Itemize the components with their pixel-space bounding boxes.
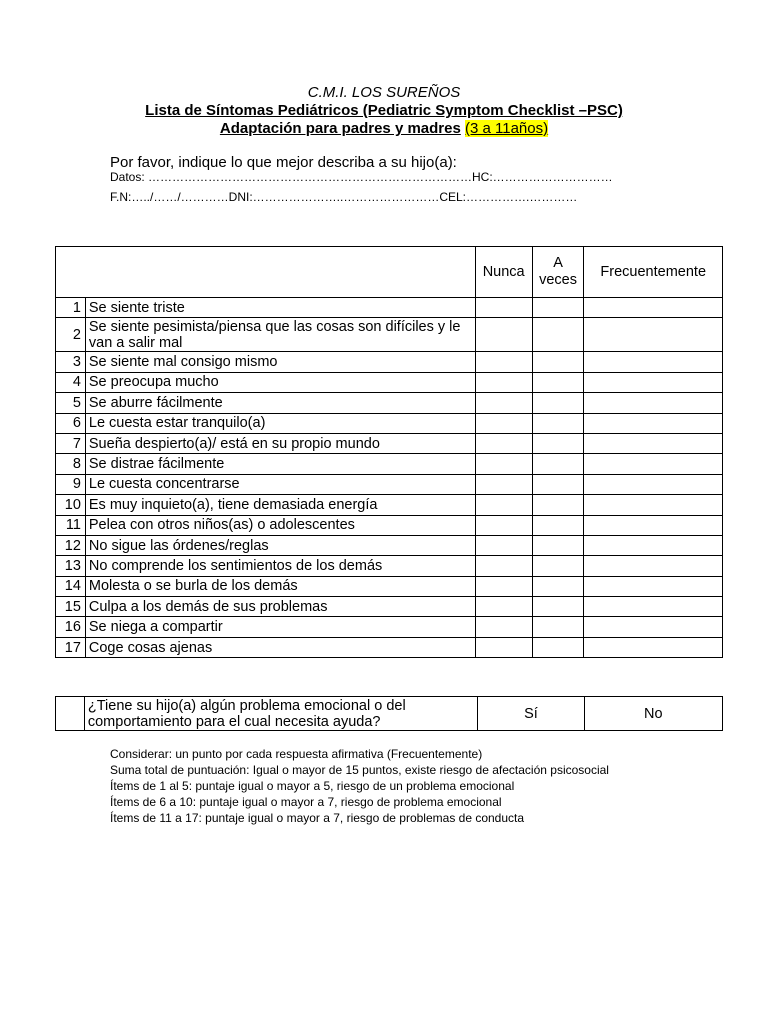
answer-aveces-cell[interactable] xyxy=(532,393,584,413)
item-text: Se aburre fácilmente xyxy=(85,393,475,413)
help-question-text: ¿Tiene su hijo(a) algún problema emocional o del comportamiento para el cual necesita ayuda? xyxy=(84,697,477,731)
answer-nunca-cell[interactable] xyxy=(475,372,532,392)
item-text: Se siente pesimista/piensa que las cosas son difíciles y le van a salir mal xyxy=(85,318,475,352)
col-frecuentemente-header: Frecuentemente xyxy=(584,247,723,298)
answer-frecuentemente-cell[interactable] xyxy=(584,433,723,453)
note-line: Ítems de 6 a 10: puntaje igual o mayor a 7, riesgo de problema emocional xyxy=(110,795,502,809)
answer-frecuentemente-cell[interactable] xyxy=(584,535,723,555)
answer-nunca-cell[interactable] xyxy=(475,352,532,372)
answer-nunca-cell[interactable] xyxy=(475,597,532,617)
item-number: 4 xyxy=(56,372,86,392)
answer-frecuentemente-cell[interactable] xyxy=(584,393,723,413)
item-number: 8 xyxy=(56,454,86,474)
answer-no-cell[interactable]: No xyxy=(584,697,722,731)
answer-frecuentemente-cell[interactable] xyxy=(584,597,723,617)
note-line: Considerar: un punto por cada respuesta afirmativa (Frecuentemente) xyxy=(110,747,483,761)
answer-nunca-cell[interactable] xyxy=(475,617,532,637)
answer-aveces-cell[interactable] xyxy=(532,515,584,535)
answer-nunca-cell[interactable] xyxy=(475,637,532,657)
answer-aveces-cell[interactable] xyxy=(532,597,584,617)
table-row xyxy=(56,433,723,453)
item-text: Pelea con otros niños(as) o adolescentes xyxy=(85,515,475,535)
table-header-row xyxy=(56,247,723,298)
answer-aveces-cell[interactable] xyxy=(532,576,584,596)
answer-nunca-cell[interactable] xyxy=(475,535,532,555)
table-row xyxy=(56,637,723,657)
answer-nunca-cell[interactable] xyxy=(475,495,532,515)
answer-yes-cell[interactable]: Sí xyxy=(478,697,584,731)
item-number: 7 xyxy=(56,433,86,453)
answer-frecuentemente-cell[interactable] xyxy=(584,413,723,433)
table-row xyxy=(56,556,723,576)
question-blank-cell xyxy=(56,697,85,731)
document-subtitle xyxy=(0,120,768,137)
table-row xyxy=(56,298,723,318)
answer-frecuentemente-cell[interactable] xyxy=(584,495,723,515)
answer-nunca-cell[interactable] xyxy=(475,393,532,413)
item-text: Se preocupa mucho xyxy=(85,372,475,392)
answer-nunca-cell[interactable] xyxy=(475,454,532,474)
answer-nunca-cell[interactable] xyxy=(475,318,532,352)
col-aveces-header xyxy=(532,247,584,298)
item-number: 1 xyxy=(56,298,86,318)
table-row xyxy=(56,393,723,413)
instruction-prompt: Por favor, indique lo que mejor describa a su hijo(a): xyxy=(110,154,457,171)
scoring-notes xyxy=(110,746,609,826)
item-number: 2 xyxy=(56,318,86,352)
answer-frecuentemente-cell[interactable] xyxy=(584,576,723,596)
item-text: Le cuesta estar tranquilo(a) xyxy=(85,413,475,433)
item-text: Culpa a los demás de sus problemas xyxy=(85,597,475,617)
table-row xyxy=(56,318,723,352)
fn-dni-cel-field-line[interactable]: F.N:…../……/…………DNI:…………………..……………………CEL:…………….………… xyxy=(110,190,578,204)
item-text: Coge cosas ajenas xyxy=(85,637,475,657)
center-name: C.M.I. LOS SUREÑOS xyxy=(307,84,461,101)
answer-frecuentemente-cell[interactable] xyxy=(584,318,723,352)
item-number: 13 xyxy=(56,556,86,576)
answer-frecuentemente-cell[interactable] xyxy=(584,372,723,392)
item-number: 11 xyxy=(56,515,86,535)
table-row xyxy=(56,474,723,494)
answer-frecuentemente-cell[interactable] xyxy=(584,556,723,576)
datos-field-line[interactable]: Datos: ………………………………………………………………………HC:………………………… xyxy=(110,170,613,184)
item-text: No sigue las órdenes/reglas xyxy=(85,535,475,555)
answer-nunca-cell[interactable] xyxy=(475,556,532,576)
answer-aveces-cell[interactable] xyxy=(532,372,584,392)
table-row xyxy=(56,495,723,515)
item-number: 15 xyxy=(56,597,86,617)
item-text: Molesta o se burla de los demás xyxy=(85,576,475,596)
answer-nunca-cell[interactable] xyxy=(475,515,532,535)
answer-nunca-cell[interactable] xyxy=(475,413,532,433)
answer-frecuentemente-cell[interactable] xyxy=(584,352,723,372)
table-row xyxy=(56,515,723,535)
answer-aveces-cell[interactable] xyxy=(532,617,584,637)
col-aveces-line2: veces xyxy=(539,272,577,288)
item-text: No comprende los sentimientos de los demás xyxy=(85,556,475,576)
answer-aveces-cell[interactable] xyxy=(532,413,584,433)
help-question-table xyxy=(55,696,723,731)
note-line: Ítems de 1 al 5: puntaje igual o mayor a 5, riesgo de un problema emocional xyxy=(110,779,515,793)
item-number: 5 xyxy=(56,393,86,413)
answer-aveces-cell[interactable] xyxy=(532,637,584,657)
answer-aveces-cell[interactable] xyxy=(532,454,584,474)
subtitle-text: Adaptación para padres y madres xyxy=(219,120,461,137)
answer-nunca-cell[interactable] xyxy=(475,474,532,494)
answer-nunca-cell[interactable] xyxy=(475,298,532,318)
table-row xyxy=(56,617,723,637)
item-number: 3 xyxy=(56,352,86,372)
answer-frecuentemente-cell[interactable] xyxy=(584,515,723,535)
answer-aveces-cell[interactable] xyxy=(532,352,584,372)
table-row xyxy=(56,352,723,372)
table-row xyxy=(56,454,723,474)
item-text: Se niega a compartir xyxy=(85,617,475,637)
symptom-checklist-table xyxy=(55,246,723,658)
answer-aveces-cell[interactable] xyxy=(532,495,584,515)
item-number: 17 xyxy=(56,637,86,657)
age-range-highlight: (3 a 11años) xyxy=(465,120,549,137)
col-aveces-line1: A xyxy=(553,255,563,271)
answer-frecuentemente-cell[interactable] xyxy=(584,454,723,474)
table-row xyxy=(56,576,723,596)
note-line: Suma total de puntuación: Igual o mayor de 15 puntos, existe riesgo de afectación psicosocial xyxy=(110,763,609,777)
table-row xyxy=(56,535,723,555)
item-number: 6 xyxy=(56,413,86,433)
item-number: 16 xyxy=(56,617,86,637)
document-title: Lista de Síntomas Pediátricos (Pediatric Symptom Checklist –PSC) xyxy=(145,102,623,119)
header-blank-cell xyxy=(56,247,476,298)
answer-aveces-cell[interactable] xyxy=(532,433,584,453)
answer-aveces-cell[interactable] xyxy=(532,535,584,555)
item-text: Le cuesta concentrarse xyxy=(85,474,475,494)
answer-frecuentemente-cell[interactable] xyxy=(584,637,723,657)
item-text: Sueña despierto(a)/ está en su propio mundo xyxy=(85,433,475,453)
help-question-row xyxy=(56,697,723,731)
item-number: 10 xyxy=(56,495,86,515)
col-nunca-header: Nunca xyxy=(475,247,532,298)
table-row xyxy=(56,597,723,617)
item-number: 12 xyxy=(56,535,86,555)
answer-aveces-cell[interactable] xyxy=(532,318,584,352)
item-number: 14 xyxy=(56,576,86,596)
answer-frecuentemente-cell[interactable] xyxy=(584,474,723,494)
item-text: Se siente mal consigo mismo xyxy=(85,352,475,372)
answer-frecuentemente-cell[interactable] xyxy=(584,617,723,637)
item-number: 9 xyxy=(56,474,86,494)
answer-nunca-cell[interactable] xyxy=(475,576,532,596)
answer-aveces-cell[interactable] xyxy=(532,298,584,318)
answer-aveces-cell[interactable] xyxy=(532,556,584,576)
answer-nunca-cell[interactable] xyxy=(475,433,532,453)
note-line: Ítems de 11 a 17: puntaje igual o mayor a 7, riesgo de problemas de conducta xyxy=(110,811,525,825)
table-row xyxy=(56,413,723,433)
table-row xyxy=(56,372,723,392)
answer-frecuentemente-cell[interactable] xyxy=(584,298,723,318)
answer-aveces-cell[interactable] xyxy=(532,474,584,494)
item-text: Es muy inquieto(a), tiene demasiada energía xyxy=(85,495,475,515)
item-text: Se distrae fácilmente xyxy=(85,454,475,474)
item-text: Se siente triste xyxy=(85,298,475,318)
